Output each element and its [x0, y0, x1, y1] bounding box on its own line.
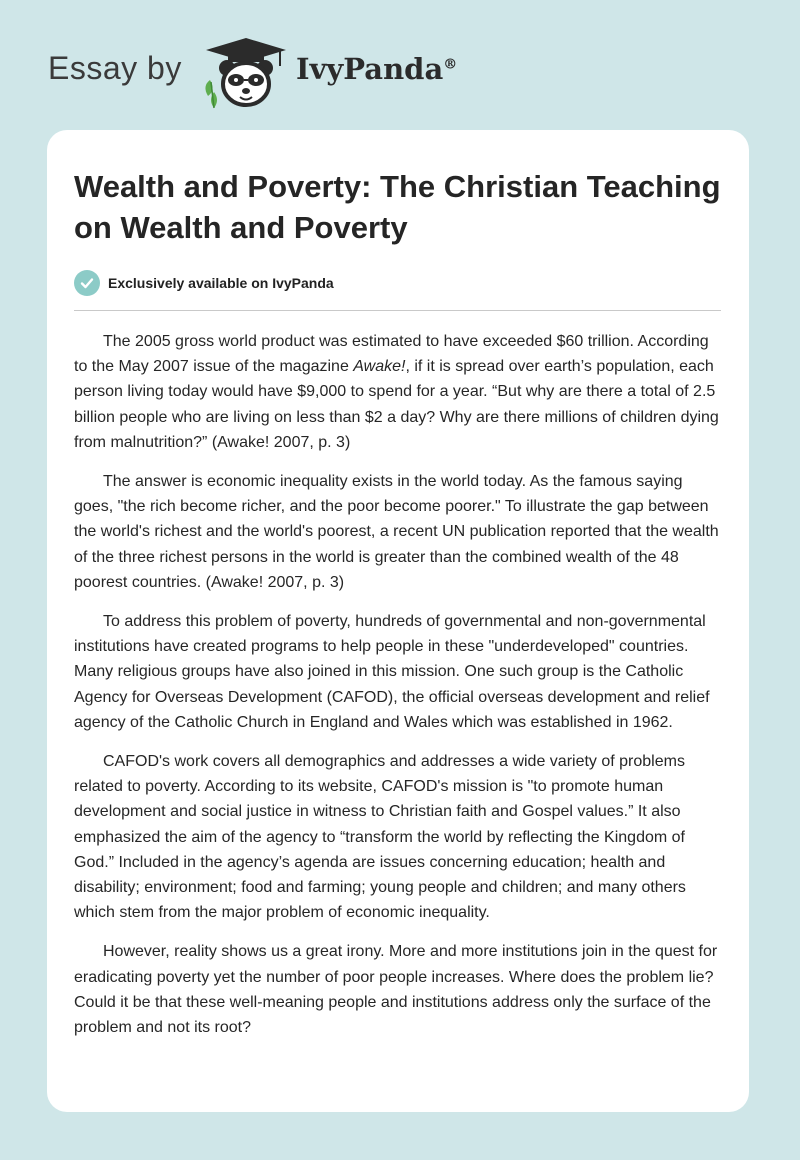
brand-name-text: IvyPanda [296, 52, 444, 86]
brand-prefix: Essay by [48, 50, 182, 86]
site-header [0, 0, 800, 130]
essay-paragraph: CAFOD's work covers all demographics and addresses a wide variety of problems related to poverty. According to its website, CAFOD's mission is "to promote human development and social justice in witness to Christian faith and Gospel values.” It also emphasized the aim of the agency to “transform the world by reflecting the Kingdom of God.” Included in the agency’s agenda are issues concerning education; health and disability; environment; food and farming; young people and children; and many others which stem from the major problem of economic inequality. [74, 753, 686, 922]
paragraph-text: , if it is spread over earth’s population, each person living today would have $9,000 to spend for a year. “But why are there a total of 2.5 billion people who are living on less than $2 a day? Why are there millions of children dying from malnutrition?” (Awake! 2007, p. 3) [74, 358, 719, 451]
essay-title: Wealth and Poverty: The Christian Teaching on Wealth and Poverty [74, 169, 721, 245]
essay-paragraph: To address this problem of poverty, hundreds of governmental and non-governmental institutions have created programs to help people in these "underdeveloped" countries. Many religious groups have also joined in this mission. One such group is the Catholic Agency for Overseas Development (CAFOD), the official overseas development and relief agency of the Catholic Church in England and Wales which was established in 1962. [74, 613, 710, 731]
essay-paragraph: However, reality shows us a great irony. More and more institutions join in the quest for eradicating poverty yet the number of poor people increases. Where does the problem lie? Could it be that these well-meaning people and institutions address only the surface of the problem and not its root? [74, 943, 718, 1037]
brand-name [296, 52, 457, 86]
magazine-title: Awake! [353, 358, 406, 376]
exclusive-badge [74, 268, 721, 298]
exclusive-label: Exclusively available on IvyPanda [108, 275, 334, 291]
checkmark-icon [74, 270, 100, 296]
paragraph-text: The 2005 gross world product was estimated to have exceeded $60 trillion. According to the May 2007 issue of the magazine [74, 333, 709, 376]
essay-paragraph: The answer is economic inequality exists in the world today. As the famous saying goes, "the rich become richer, and the poor become poorer." To illustrate the gap between the world's richest and the world's poorest, a recent UN publication reported that the wealth of the three richest persons in the world is greater than the combined wealth of the 48 poorest countries. (Awake! 2007, p. 3) [74, 473, 719, 591]
divider [74, 310, 721, 311]
panda-logo-icon[interactable] [200, 36, 292, 110]
essay-paragraph [74, 329, 721, 455]
registered-mark: ® [443, 56, 458, 73]
essay-card [47, 130, 749, 1112]
